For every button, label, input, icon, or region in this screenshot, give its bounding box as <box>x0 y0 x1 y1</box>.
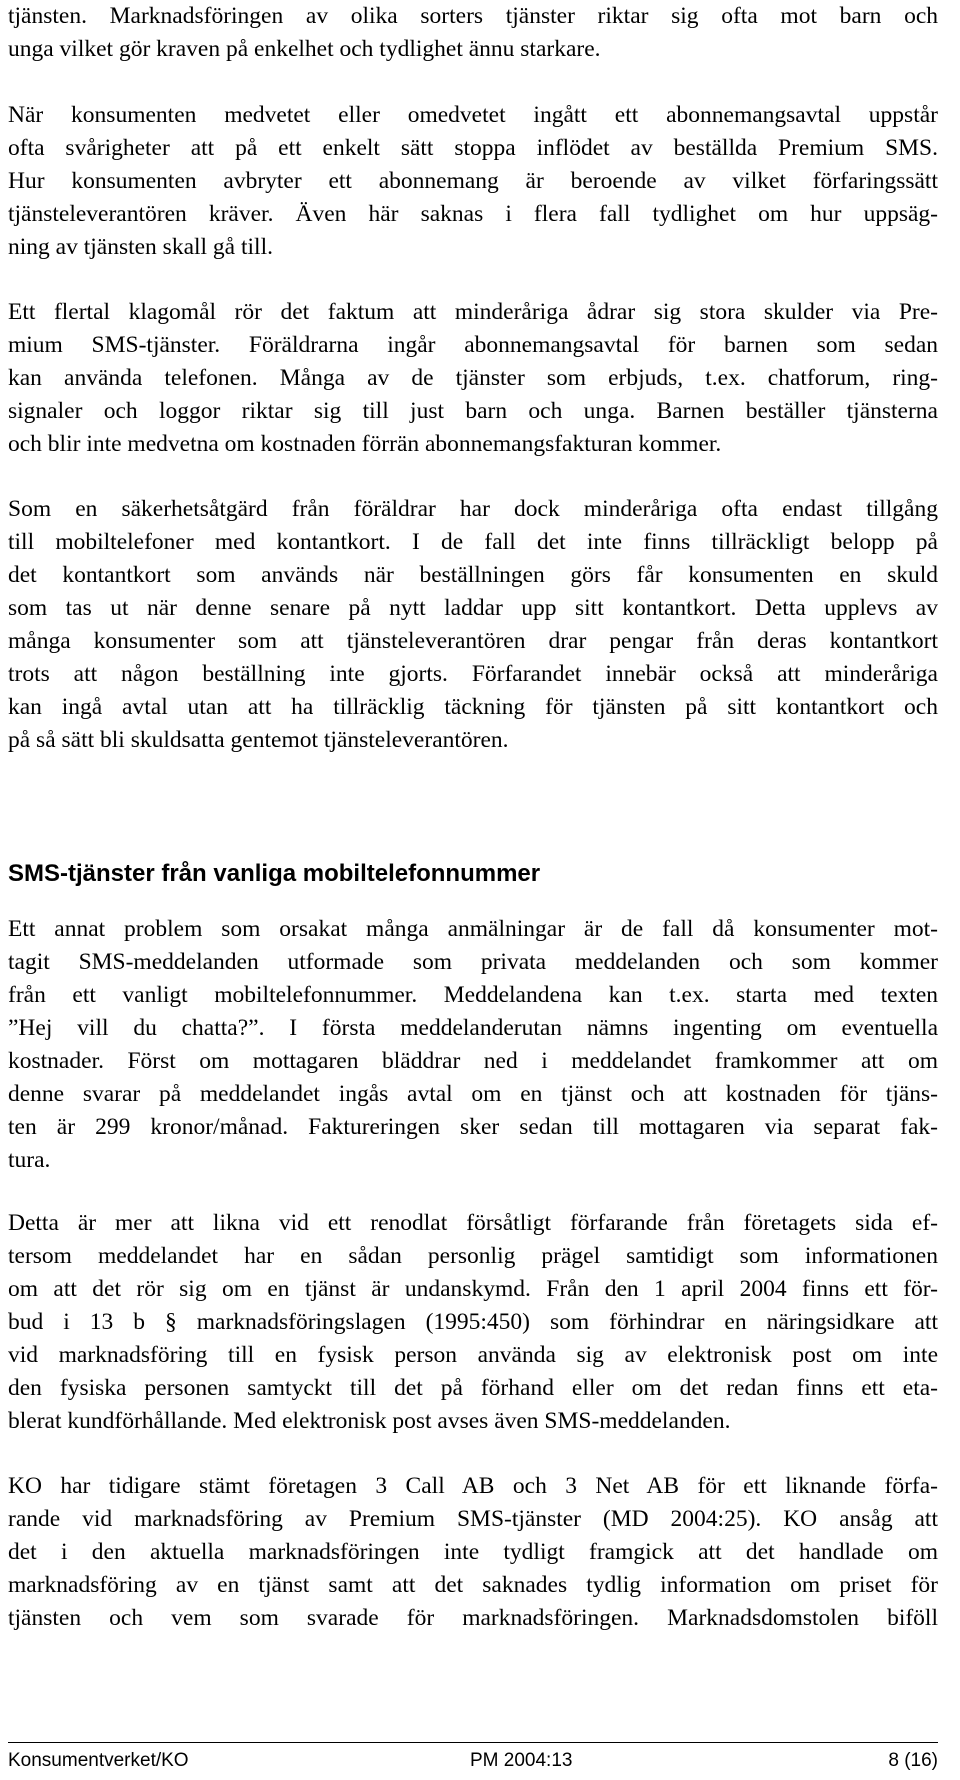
footer-organization: Konsumentverket/KO <box>8 1750 189 1771</box>
paragraph <box>8 1470 938 1635</box>
text-line: ning av tjänsten skall gå till. <box>8 234 273 260</box>
text-line: vid marknadsföring till en fysisk person använda sig av elektronisk post om inte <box>8 1342 938 1368</box>
paragraph <box>8 0 938 66</box>
text-line: Som en säkerhetsåtgärd från föräldrar har dock minderåriga ofta endast tillgång <box>8 496 938 522</box>
text-line: kan ingå avtal utan att ha tillräcklig täckning för tjänsten på sitt kontantkort och <box>8 694 938 720</box>
text-line: tagit SMS-meddelanden utformade som privata meddelanden och som kommer <box>8 949 938 975</box>
text-line: blerat kundförhållande. Med elektronisk post avses även SMS-meddelanden. <box>8 1408 731 1434</box>
text-line: unga vilket gör kraven på enkelhet och tydlighet ännu starkare. <box>8 36 601 62</box>
text-line: kostnader. Först om mottagaren bläddrar ned i meddelandet framkommer att om <box>8 1048 938 1074</box>
text-line: Ett annat problem som orsakat många anmälningar är de fall då konsumenter mot- <box>8 916 938 942</box>
text-line: tjänsteleverantören kräver. Även här saknas i flera fall tydlighet om hur uppsäg- <box>8 201 938 227</box>
text-line: KO har tidigare stämt företagen 3 Call AB och 3 Net AB för ett liknande förfa- <box>8 1473 938 1499</box>
text-line: tura. <box>8 1147 51 1173</box>
text-line: tjänsten. Marknadsföringen av olika sorters tjänster riktar sig ofta mot barn och <box>8 3 938 29</box>
text-line: många konsumenter som att tjänsteleverantören drar pengar från deras kontantkort <box>8 628 938 654</box>
text-line: rande vid marknadsföring av Premium SMS-tjänster (MD 2004:25). KO ansåg att <box>8 1506 938 1532</box>
text-line: det kontantkort som används när beställningen görs får konsumenten en skuld <box>8 562 938 588</box>
text-line: Hur konsumenten avbryter ett abonnemang är beroende av vilket förfaringssätt <box>8 168 938 194</box>
text-line: bud i 13 b § marknadsföringslagen (1995:450) som förhindrar en näringsidkare att <box>8 1309 938 1335</box>
text-line: kan använda telefonen. Många av de tjänster som erbjuds, t.ex. chatforum, ring- <box>8 365 938 391</box>
text-line: marknadsföring av en tjänst samt att det saknades tydlig information om priset för <box>8 1572 938 1598</box>
footer-document-id: PM 2004:13 <box>470 1750 573 1771</box>
text-line: och blir inte medvetna om kostnaden förrän abonnemangsfakturan kommer. <box>8 431 722 457</box>
paragraph <box>8 296 938 461</box>
text-line: denne svarar på meddelandet ingås avtal om en tjänst och att kostnaden för tjäns- <box>8 1081 938 1107</box>
text-line: ”Hej vill du chatta?”. I första meddelanderutan nämns ingenting om eventuella <box>8 1015 938 1041</box>
text-line: som tas ut när denne senare på nytt laddar upp sitt kontantkort. Detta upplevs av <box>8 595 938 621</box>
text-line: från ett vanligt mobiltelefonnummer. Meddelandena kan t.ex. starta med texten <box>8 982 938 1008</box>
text-line: till mobiltelefoner med kontantkort. I de fall det inte finns tillräckligt belopp på <box>8 529 938 555</box>
paragraph <box>8 493 938 757</box>
paragraph <box>8 99 938 264</box>
text-line: den fysiska personen samtyckt till det på förhand eller om det redan finns ett eta- <box>8 1375 938 1401</box>
section-heading: SMS-tjänster från vanliga mobiltelefonnummer <box>8 860 541 887</box>
footer-page-number: 8 (16) <box>888 1750 938 1771</box>
text-line: ten är 299 kronor/månad. Faktureringen sker sedan till mottagaren via separat fak- <box>8 1114 938 1140</box>
text-line: trots att någon beställning inte gjorts. Förfarandet innebär också att minderåriga <box>8 661 938 687</box>
text-line: tjänsten och vem som svarade för marknadsföringen. Marknadsdomstolen biföll <box>8 1605 938 1631</box>
text-line: Detta är mer att likna vid ett renodlat försåtligt förfarande från företagets sida ef- <box>8 1210 938 1236</box>
text-line: Ett flertal klagomål rör det faktum att minderåriga ådrar sig stora skulder via Pre- <box>8 299 938 325</box>
text-line: ofta svårigheter att på ett enkelt sätt stoppa inflödet av beställda Premium SMS. <box>8 135 938 161</box>
paragraph <box>8 913 938 1177</box>
text-line: det i den aktuella marknadsföringen inte tydligt framgick att det handlade om <box>8 1539 938 1565</box>
footer-divider <box>8 1742 938 1743</box>
text-line: När konsumenten medvetet eller omedvetet ingått ett abonnemangsavtal uppstår <box>8 102 938 128</box>
text-line: på så sätt bli skuldsatta gentemot tjänsteleverantören. <box>8 727 509 753</box>
text-line: tersom meddelandet har en sådan personlig prägel samtidigt som informationen <box>8 1243 938 1269</box>
text-line: om att det rör sig om en tjänst är undanskymd. Från den 1 april 2004 finns ett för- <box>8 1276 938 1302</box>
paragraph <box>8 1207 938 1438</box>
text-line: mium SMS-tjänster. Föräldrarna ingår abonnemangsavtal för barnen som sedan <box>8 332 938 358</box>
text-line: signaler och loggor riktar sig till just barn och unga. Barnen beställer tjänsterna <box>8 398 938 424</box>
